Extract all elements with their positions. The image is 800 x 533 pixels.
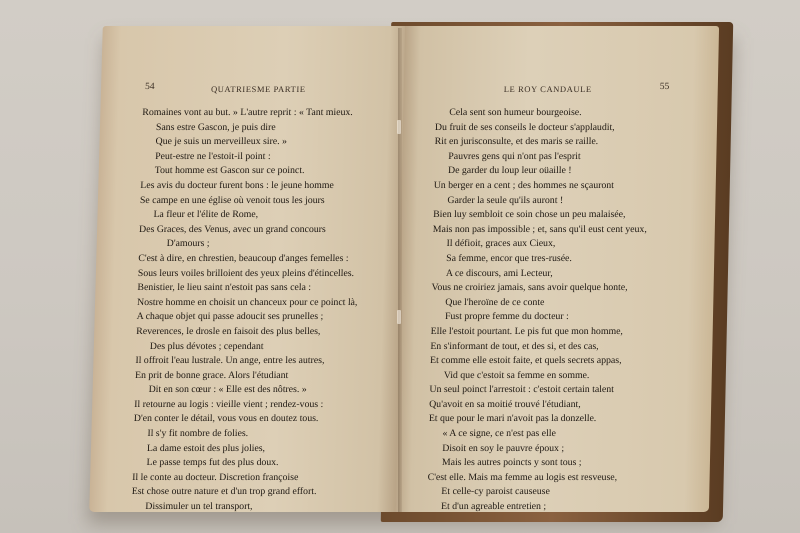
verse-line: Il retourne au logis : vieille vient ; rendez-vous : [134,398,324,410]
verse-line: Sous leurs voiles brilloient des yeux pleins d'étincelles. [137,267,355,279]
verse-line: D'en conter le détail, vous vous en doutez tous. [133,413,319,425]
verse-line: Mais non pas impossible ; et, sans qu'il eust cent yeux, [432,223,647,235]
verse-line: Benistier, le lieu saint n'estoit pas sans cela : [137,282,312,294]
left-page-text [131,106,363,512]
verse-line: Qu'avoit en sa moitié trouvé l'étudiant, [429,398,581,410]
left-running-head: QUATRIESME PARTIE [210,84,306,94]
right-page-text [427,106,650,512]
verse-line: Et celle-cy paroist causeuse [441,486,550,498]
verse-line: Nostre homme en choisit un chanceux pour ce poinct là, [136,296,358,308]
verse-line: Disoit en soy le pauvre époux ; [442,442,565,454]
verse-line: Que je suis un merveilleux sire. » [155,136,288,148]
verse-line: Les avis du docteur furent bons : le jeune homme [140,179,334,191]
verse-line: Dissimuler un tel transport, [145,501,253,512]
verse-line: Cela sent son humeur bourgeoise. [449,107,582,118]
verse-line: Il s'y fit nombre de folies. [147,428,249,440]
verse-line: Romaines vont au but. » L'autre reprit : « Tant mieux. [142,107,353,118]
verse-line: Elle l'estoit pourtant. Le pis fut que mon homme, [430,325,624,337]
verse-line: « A ce signe, ce n'est pas elle [442,428,556,440]
left-page [89,26,409,512]
verse-line: Pauvres gens qui n'ont pas l'esprit [448,150,581,162]
verse-line: Tout homme est Gascon sur ce poinct. [154,165,305,177]
book-gutter [398,28,402,512]
verse-line: Il défioit, graces aux Cieux, [446,238,556,250]
verse-line: Et d'un agreable entretien ; [440,501,547,512]
binding-stitch [397,120,401,134]
verse-line: Peut-estre ne l'estoit-il point : [154,150,271,162]
verse-line: Et que pour le mari n'avoit pas la donzelle. [428,413,597,425]
verse-line: En s'informant de tout, et des si, et des cas, [430,340,599,352]
verse-line: Des plus dévotes ; cependant [149,340,264,352]
verse-line: Du fruit de ses conseils le docteur s'applaudit, [434,121,615,133]
verse-line: Reverences, le drosle en faisoit des plus belles, [136,325,321,337]
verse-line: D'amours ; [166,238,210,250]
verse-line: En prit de bonne grace. Alors l'étudiant [134,369,289,381]
verse-line: Et comme elle estoit faite, et quels secrets appas, [429,355,622,367]
verse-line: Garder la seule qu'ils auront ! [447,194,564,206]
verse-line: Des Graces, des Venus, avec un grand concours [138,223,326,235]
verse-line: Vous ne croiriez jamais, sans avoir quelque honte, [431,282,628,294]
verse-line: Sans estre Gascon, je puis dire [155,121,276,133]
right-running-head: LE ROY CANDAULE [503,84,592,94]
verse-line: Bien luy sembloit ce soin chose un peu malaisée, [433,209,626,221]
verse-line: A chaque objet qui passe adoucit ses prunelles ; [136,311,324,323]
verse-line: A ce discours, ami Lecteur, [445,267,553,279]
verse-line: Dit en son cœur : « Elle est des nôtres. » [148,384,307,396]
verse-line: Il offroit l'eau lustrale. Un ange, entre les autres, [135,355,325,367]
verse-line: Mais les autres poincts y sont tous ; [441,457,582,469]
verse-line: Est chose outre nature et d'un trop grand effort. [131,486,317,498]
verse-line: Un berger en a cent ; des hommes ne sçauront [433,179,615,191]
verse-line: La dame estoit des plus jolies, [146,442,266,454]
verse-line: Il le conte au docteur. Discretion françoise [132,471,299,483]
right-page-number: 55 [659,82,670,92]
verse-line: Que l'heroïne de ce conte [445,296,545,308]
verse-line: Le passe temps fut des plus doux. [146,457,279,469]
verse-line: Fust propre femme du docteur : [444,311,569,323]
verse-line: Rit en jurisconsulte, et des maris se raille. [434,136,599,148]
verse-line: La fleur et l'élite de Rome, [153,209,259,221]
verse-line: De garder du loup leur oüaille ! [447,165,572,177]
verse-line: Un seul poinct l'arrestoit : c'estoit certain talent [429,384,615,396]
verse-line: Sa femme, encor que tres-rusée. [446,252,573,264]
right-page [395,26,719,512]
verse-line: Se campe en une église où venoit tous les jours [139,194,325,206]
verse-line: Vid que c'estoit sa femme en somme. [443,369,590,381]
verse-line: C'est elle. Mais ma femme au logis est resveuse, [427,471,618,483]
verse-line: C'est à dire, en chrestien, beaucoup d'anges femelles : [138,252,349,264]
left-page-number: 54 [144,82,155,92]
binding-stitch [397,310,401,324]
